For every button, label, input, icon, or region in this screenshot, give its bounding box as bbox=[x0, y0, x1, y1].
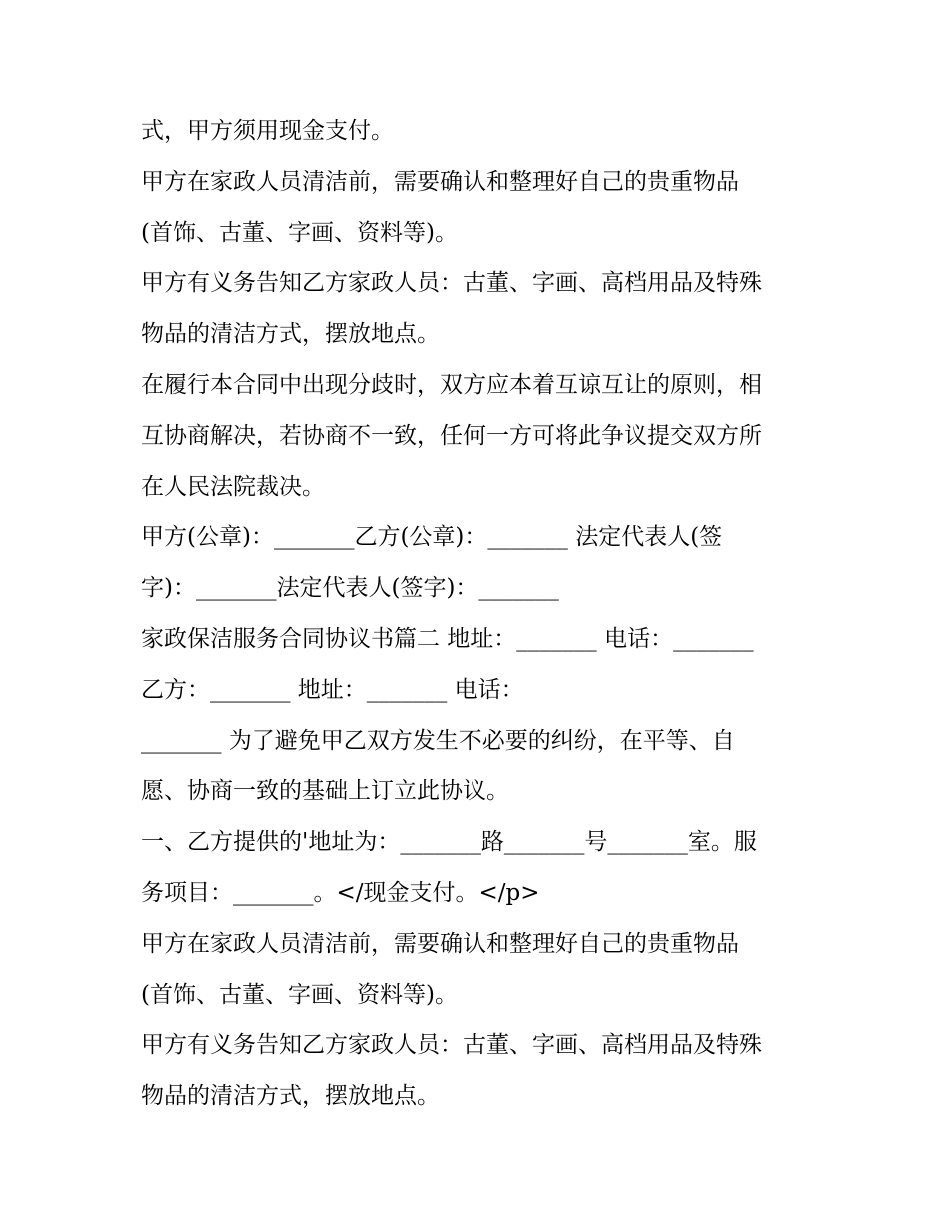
text-line: (首饰、古董、字画、资料等)。 bbox=[141, 219, 458, 246]
signature-line: 字)：_______法定代表人(签字)：_______ bbox=[141, 575, 559, 602]
text-line: 甲方有义务告知乙方家政人员：古董、字画、高档用品及特殊 bbox=[141, 1032, 762, 1059]
text-line: 式，甲方须用现金支付。 bbox=[141, 118, 394, 144]
text-line: 甲方在家政人员清洁前，需要确认和整理好自己的贵重物品 bbox=[141, 930, 739, 957]
text-line: 乙方：_______ 地址：_______ 电话： bbox=[141, 676, 524, 703]
text-line: 务项目：_______。</现金支付。</p> bbox=[141, 879, 540, 906]
text-line: (首饰、古董、字画、资料等)。 bbox=[141, 981, 458, 1008]
text-line: 甲方在家政人员清洁前，需要确认和整理好自己的贵重物品 bbox=[141, 168, 739, 195]
text-line: 甲方有义务告知乙方家政人员：古董、字画、高档用品及特殊 bbox=[141, 270, 762, 297]
text-line: _______ 为了避免甲乙双方发生不必要的纠纷，在平等、自 bbox=[141, 727, 735, 754]
text-line: 物品的清洁方式，摆放地点。 bbox=[141, 1083, 440, 1110]
text-line: 物品的清洁方式，摆放地点。 bbox=[141, 321, 440, 348]
text-line: 一、乙方提供的'地址为：_______路_______号_______室。服 bbox=[141, 829, 757, 856]
text-line: 愿、协商一致的基础上订立此协议。 bbox=[141, 778, 509, 805]
text-line: 在人民法院裁决。 bbox=[141, 473, 325, 500]
text-line: 家政保洁服务合同协议书篇二 地址：_______ 电话：_______ bbox=[141, 625, 754, 652]
text-line: 互协商解决，若协商不一致，任何一方可将此争议提交双方所 bbox=[141, 422, 762, 449]
text-line: 在履行本合同中出现分歧时，双方应本着互谅互让的原则，相 bbox=[141, 371, 762, 398]
signature-line: 甲方(公章)：_______乙方(公章)：_______ 法定代表人(签 bbox=[141, 524, 723, 551]
document-body bbox=[141, 106, 821, 1122]
